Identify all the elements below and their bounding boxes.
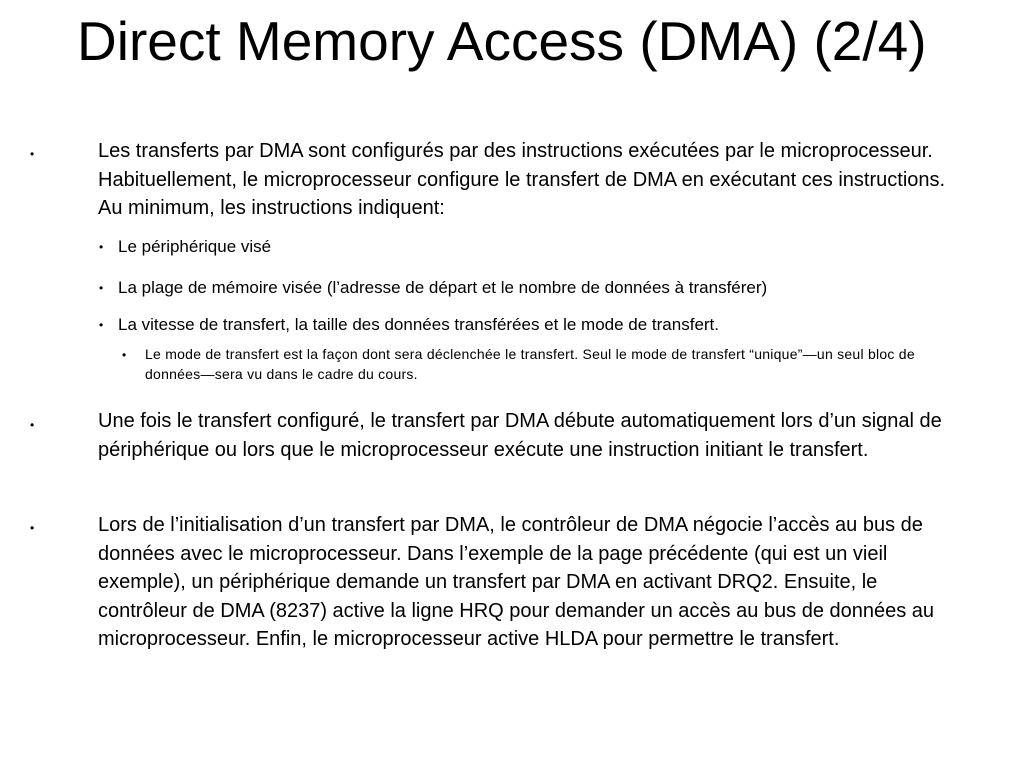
bullet-text: La vitesse de transfert, la taille des données transférées et le mode de transfert. <box>118 315 720 334</box>
bullet-text: Lors de l’initialisation d’un transfert par DMA, le contrôleur de DMA négocie l’accès au bus de données avec le microprocesseur. Dans l’exemple de la page précédente (qui est un vieil exemple), un périphérique demande un transfert par DMA en activant DRQ2. Ensuite, le contrôleur de DMA (8237) active la ligne HRQ pour demander un accès au bus de données au microprocesseur. Enfin, le microprocesseur active HLDA pour permettre le transfert. <box>98 514 935 650</box>
bullet-marker: • <box>99 318 104 332</box>
bullet-text: Les transferts par DMA sont configurés par des instructions exécutées par le microprocesseur. Habituellement, le microprocesseur configure le transfert de DMA en exécutant ces instructions. Au minimum, les instructions indiquent: <box>98 140 946 219</box>
bullet-marker: • <box>30 521 35 535</box>
bullet-marker: • <box>30 147 35 161</box>
bullet-marker: • <box>99 281 104 295</box>
bullet-text: Une fois le transfert configuré, le transfert par DMA débute automatiquement lors d’un signal de périphérique ou lors que le microprocesseur exécute une instruction initiant le transfert. <box>98 410 942 461</box>
bullet-marker: • <box>30 418 35 432</box>
bullet-text: Le mode de transfert est la façon dont sera déclenchée le transfert. Seul le mode de transfert “unique”—un seul bloc de données—sera vu dans le cadre du cours. <box>145 346 915 382</box>
bullet-text: La plage de mémoire visée (l’adresse de départ et le nombre de données à transférer) <box>118 278 768 297</box>
bullet-text: Le périphérique visé <box>118 237 272 256</box>
bullet-marker: • <box>122 348 127 362</box>
bullet-marker: • <box>99 240 104 254</box>
slide-title: Direct Memory Access (DMA) (2/4) <box>77 10 927 72</box>
